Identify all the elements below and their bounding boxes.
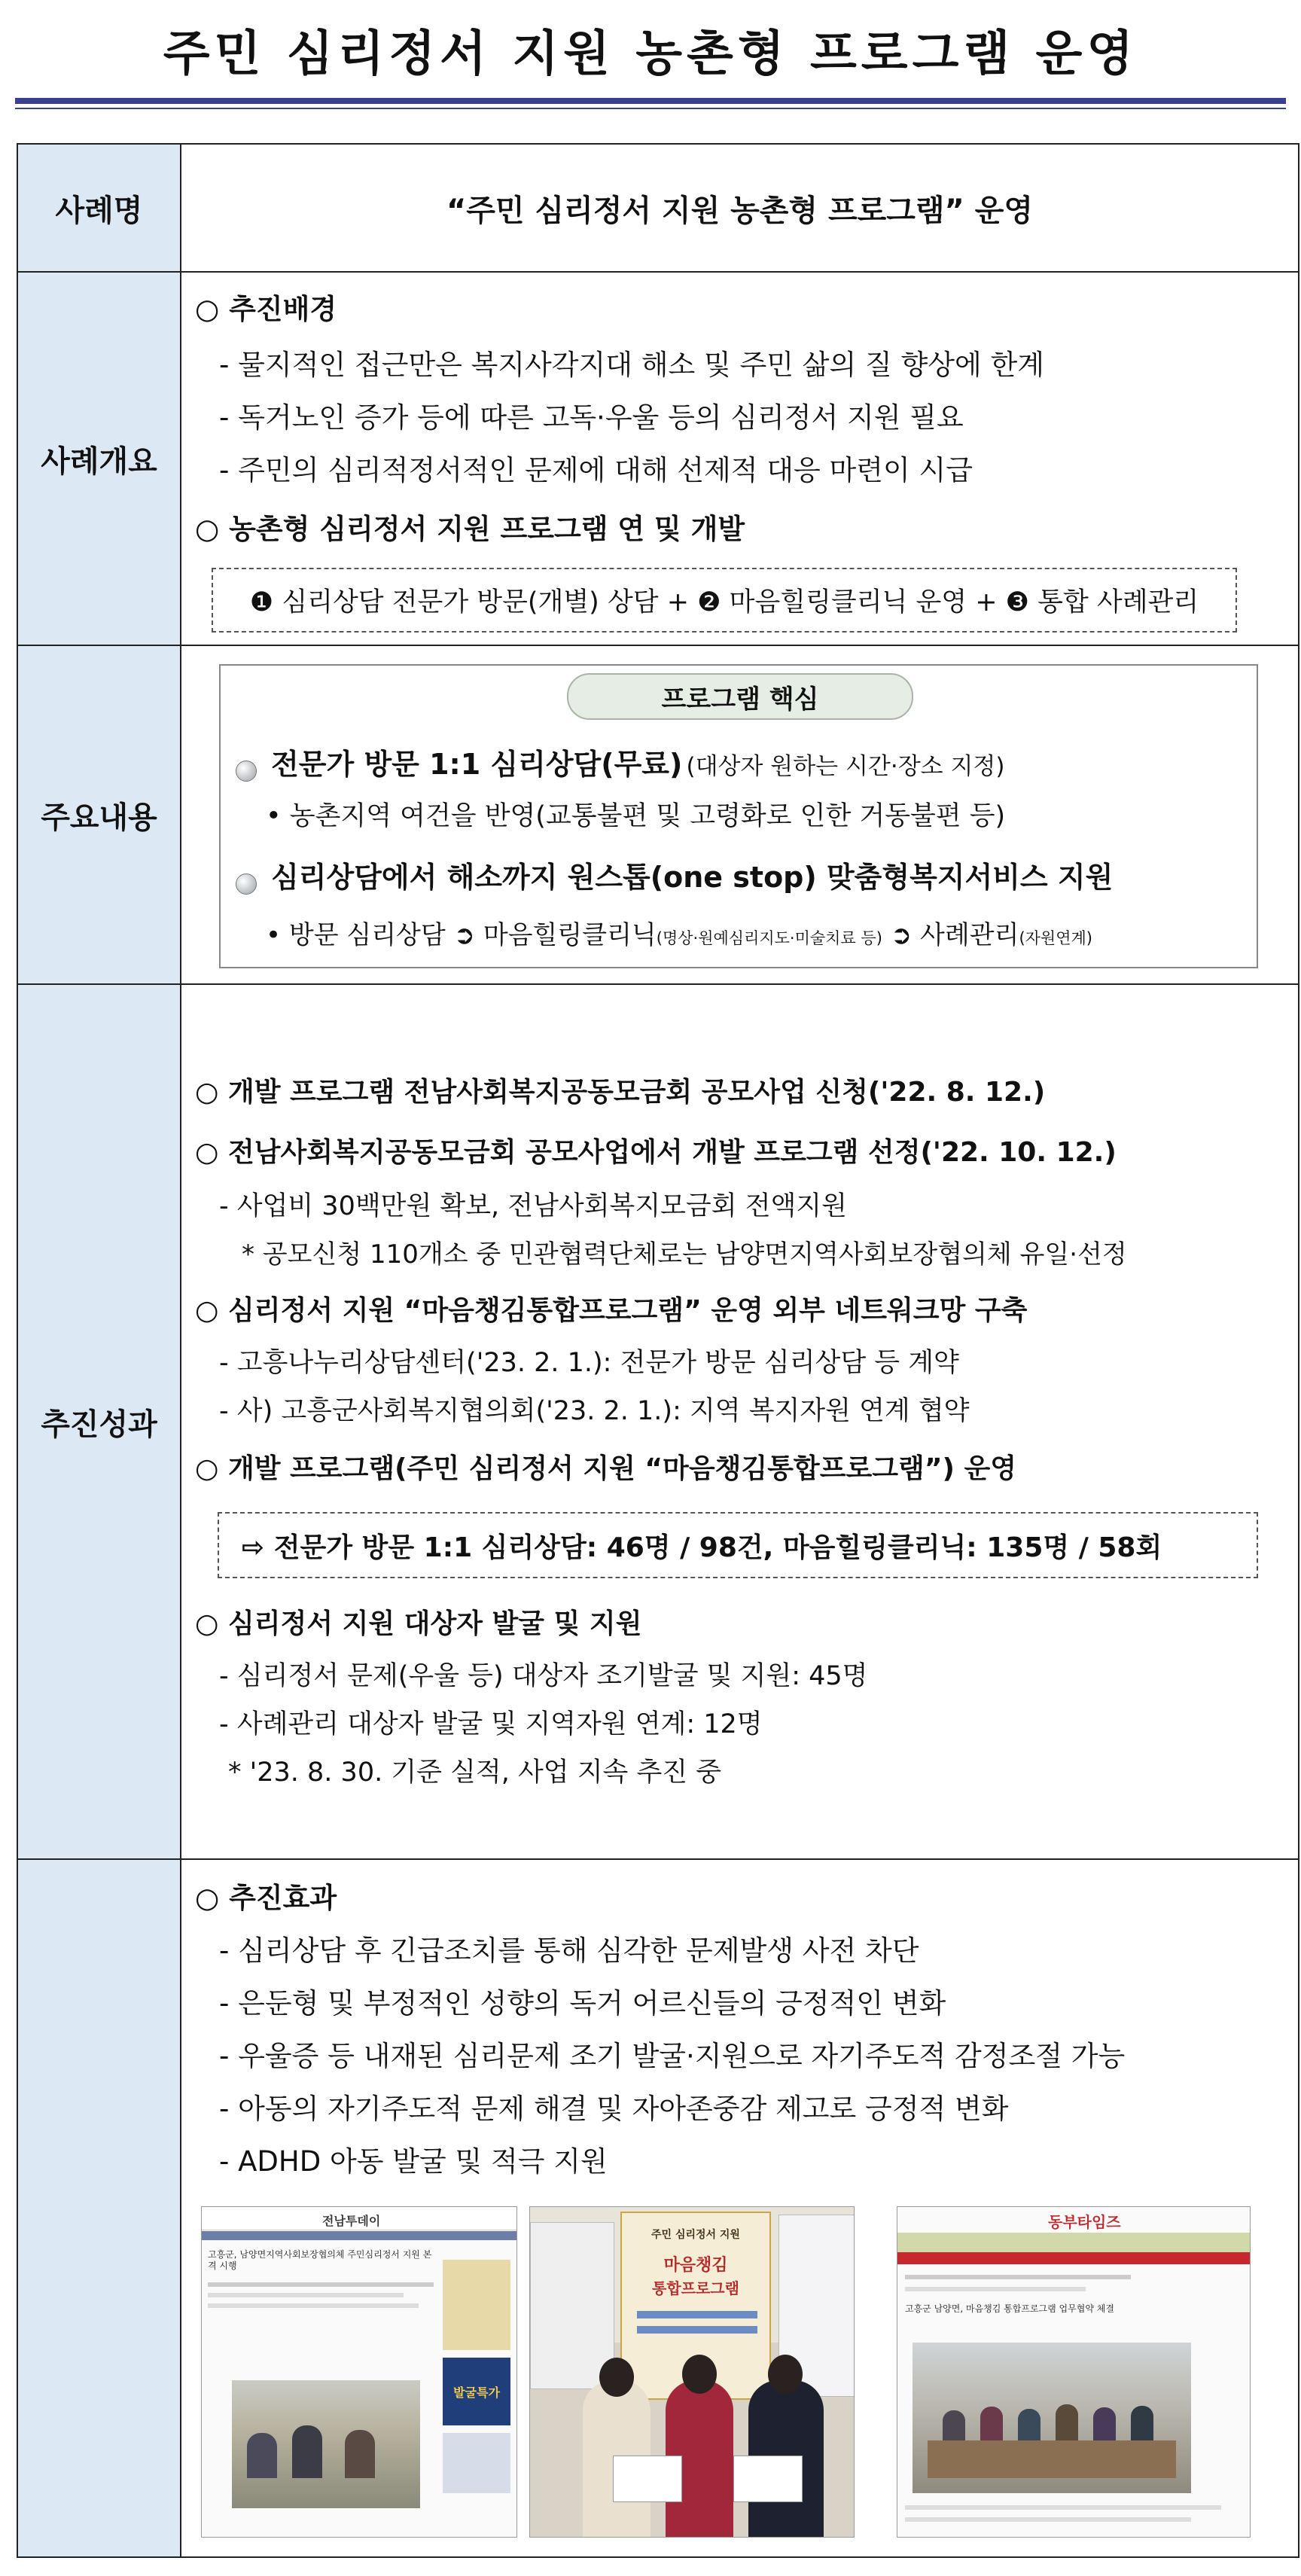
cell-main [180,645,1299,985]
news-clipping-photo-3 [897,2206,1251,2538]
title-rule-thin [15,108,1286,109]
result-l8: ○ 개발 프로그램(주민 심리정서 지원 “마음챙김통합프로그램”) 운영 [195,1453,1017,1484]
result-l5: ○ 심리정서 지원 “마음챙김통합프로그램” 운영 외부 네트워크망 구축 [195,1295,1028,1326]
item2-row [236,854,1113,895]
bg-item-2: - 독거노인 증가 등에 따른 고독·우울 등의 심리정서 지원 필요 [219,401,964,434]
highlight-text: ⇨ 전문가 방문 1:1 심리상담: 46명 / 98건, 마음힐링클리닉: 135명 / 58회 [242,1532,1162,1563]
page-title: 주민 심리정서 지원 농촌형 프로그램 운영 [163,26,1138,82]
effect-item-5: - ADHD 아동 발굴 및 적극 지원 [219,2145,608,2178]
flow-b-note: (명상·원예심리지도·미술치료 등) [656,929,882,947]
formula-box [212,568,1237,633]
flow-row [266,914,1092,951]
label-effects [17,1858,181,2558]
item1-title: 전문가 방문 1:1 심리상담(무료) [271,748,683,781]
effect-item-3: - 우울증 등 내재된 심리문제 조기 발굴·지원으로 자기주도적 감정조절 가능 [219,2040,1126,2072]
news-headline-3: 고흥군 남양면, 마음챙김 통합프로그램 업무협약 체결 [905,2303,1114,2314]
flow-a: • 방문 심리상담 [266,920,446,950]
label-overview: 사례개요 [17,271,181,646]
news-masthead-1: 전남투데이 [322,2214,381,2228]
result-l6: - 고흥나누리상담센터('23. 2. 1.): 전문가 방문 심리상담 등 계약 [219,1348,959,1378]
news-clipping-photo-1 [201,2206,517,2538]
result-l9: ○ 심리정서 지원 대상자 발굴 및 지원 [195,1608,642,1639]
flow-arrow-icon: ➲ [890,920,913,950]
flow-c: 사례관리 [920,920,1019,950]
highlight-box [218,1512,1258,1578]
cell-overview [180,271,1299,646]
poster-line-1: 주민 심리정서 지원 [651,2229,740,2241]
poster-line-3: 통합프로그램 [652,2279,739,2297]
item2-title: 심리상담에서 해소까지 원스톱(one stop) 맞춤형복지서비스 지원 [271,861,1114,894]
core-title: 프로그램 핵심 [661,684,819,715]
cell-results [180,983,1299,1860]
bg-heading: ○ 추진배경 [195,293,337,325]
item1-sub: • 농촌지역 여건을 반영(교통불편 및 고령화로 인한 거동불편 등) [266,801,1006,831]
effect-item-1: - 심리상담 후 긴급조치를 통해 심각한 문제발생 사전 차단 [219,1934,919,1967]
news-masthead-3: 동부타임즈 [1048,2213,1121,2231]
result-l2: ○ 전남사회복지공동모금회 공모사업에서 개발 프로그램 선정('22. 10. 12.) [195,1137,1117,1168]
formula-text: ❶ 심리상담 전문가 방문(개별) 상담 + ❷ 마음힐링클리닉 운영 + ❸ 통합 사례관리 [249,587,1199,617]
result-l1: ○ 개발 프로그램 전남사회복지공동모금회 공모사업 신청('22. 8. 12.) [195,1077,1046,1108]
result-l10: - 심리정서 문제(우울 등) 대상자 조기발굴 및 지원: 45명 [219,1661,868,1691]
effects-heading: ○ 추진효과 [195,1882,337,1914]
result-l11: - 사례관리 대상자 발굴 및 지역자원 연계: 12명 [219,1709,763,1739]
core-box [219,664,1258,968]
flow-arrow-icon: ➲ [453,920,476,950]
bg-item-3: - 주민의 심리적정서적인 문제에 대해 선제적 대응 마련이 시급 [219,454,973,486]
result-l4: * 공모신청 110개소 중 민관협력단체로는 남양면지역사회보장협의체 유일·선정 [242,1239,1127,1270]
case-name-value: “주민 심리정서 지원 농촌형 프로그램” 운영 [446,193,1034,228]
label-results: 추진성과 [17,983,181,1860]
result-l7: - 사) 고흥군사회복지협의회('23. 2. 1.): 지역 복지자원 연계 협약 [219,1396,970,1426]
bullet-circle-icon [236,761,257,782]
bullet-circle-icon [236,873,257,895]
label-main: 주요내용 [17,645,181,985]
item1-note: (대상자 원하는 시간·장소 지정) [686,753,1005,780]
dev-heading: ○ 농촌형 심리정서 지원 프로그램 연 및 개발 [195,513,745,545]
result-l12: * '23. 8. 30. 기준 실적, 사업 지속 추진 중 [228,1757,722,1788]
result-l3: - 사업비 30백만원 확보, 전남사회복지모금회 전액지원 [219,1191,847,1221]
effect-item-2: - 은둔형 및 부정적인 성향의 독거 어르신들의 긍정적인 변화 [219,1987,946,2020]
label-case-name: 사례명 [17,143,181,273]
cell-effects [180,1858,1299,2558]
core-banner [567,673,913,720]
title-rule [15,98,1286,104]
effect-item-4: - 아동의 자기주도적 문제 해결 및 자아존중감 제고로 긍정적 변화 [219,2093,1009,2125]
bg-item-1: - 물지적인 접근만은 복지사각지대 해소 및 주민 삶의 질 향상에 한계 [219,349,1044,381]
item1-row [236,741,1004,782]
agreement-photo-2 [529,2206,855,2538]
flow-c-note: (자원연계) [1019,929,1092,947]
flow-b: 마음힐링클리닉 [483,920,657,950]
cell-case-name [180,143,1299,273]
news-headline-1: 고흥군, 남양면지역사회보장협의체 주민심리정서 지원 본격 시행 [208,2249,432,2271]
news-ad-1: 발굴특가 [443,2358,510,2425]
poster-line-2: 마음챙김 [663,2256,728,2275]
